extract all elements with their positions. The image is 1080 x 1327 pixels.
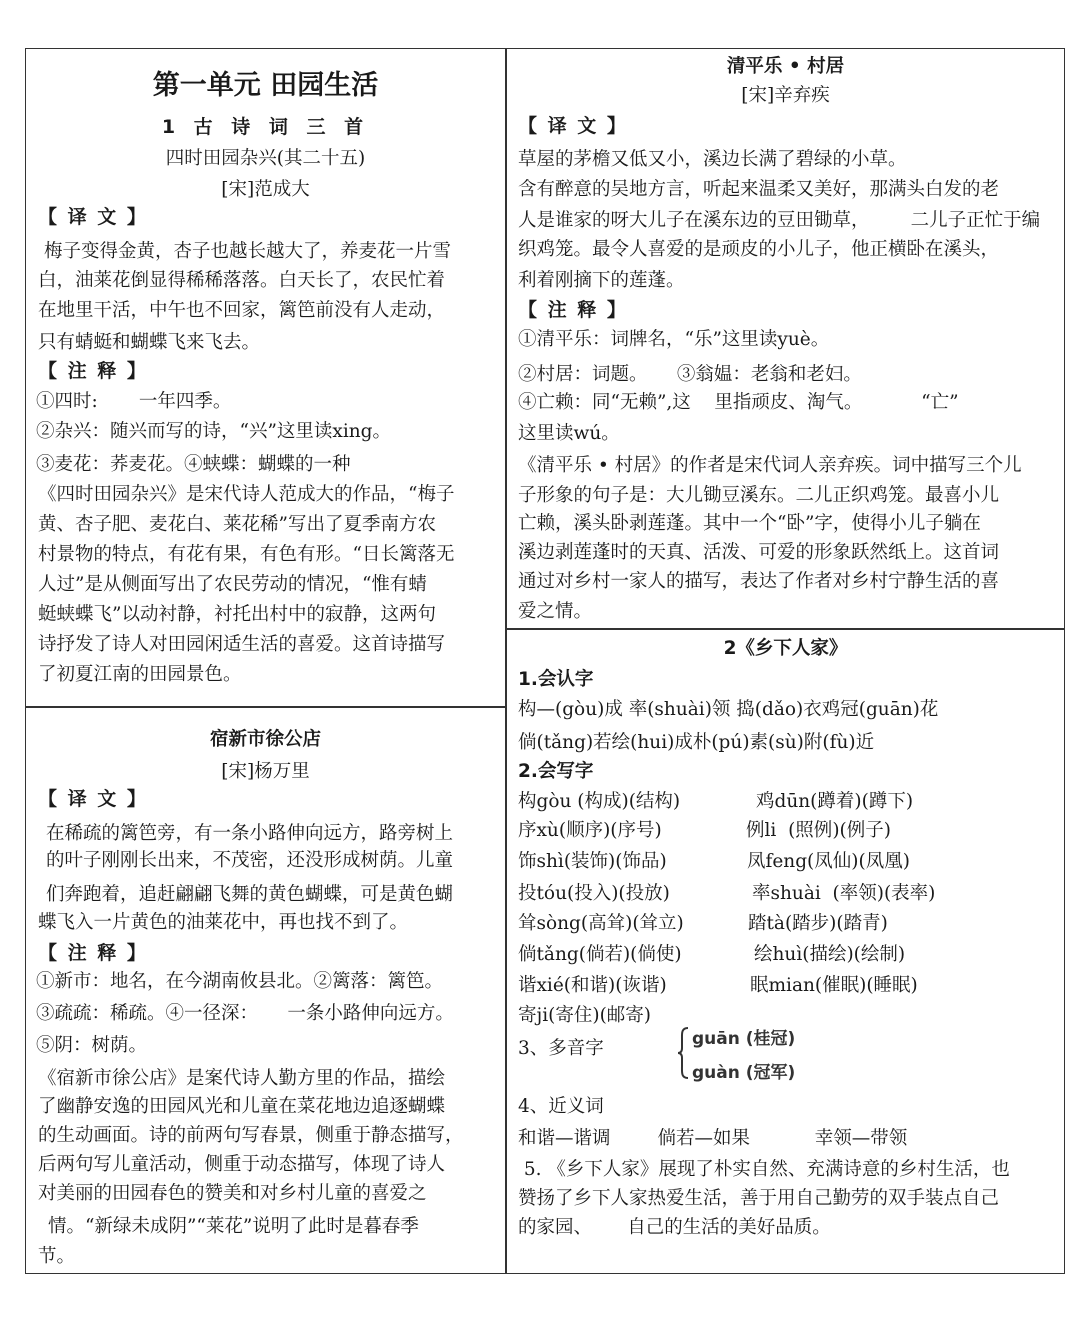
- section-title: 1.会认字: [518, 669, 594, 690]
- text-line: 梅子变得金黄，杏子也越长越大了，养麦花一片雪: [44, 241, 452, 262]
- word-entry: 序xù(顺序)(序号): [518, 820, 662, 841]
- text-line: 草屋的茅檐又低又小，溪边长满了碧绿的小草。: [518, 149, 907, 170]
- text-line: 利着刚摘下的莲蓬。: [518, 270, 685, 291]
- text-line: 后两句写儿童活动，侧重于动态描写，体现了诗人: [38, 1154, 446, 1175]
- text-line: 蜓蛱蝶飞”以动衬静，衬托出村中的寂静，这两句: [38, 604, 436, 625]
- text-line: 构—(gòu)成 率(shuài)领 捣(dǎo)衣鸡冠(guān)花: [518, 699, 939, 720]
- word-entry: 绘huì(描绘)(绘制): [754, 944, 906, 965]
- word-entry: 踏tà(踏步)(踏青): [748, 913, 888, 934]
- text-line: 《四时田园杂兴》是宋代诗人范成大的作品，“梅子: [38, 484, 455, 505]
- text-line: 的生动画面。诗的前两句写春景，侧重于静态描写，: [38, 1125, 464, 1146]
- page-frame: [25, 48, 1065, 1274]
- poem-title: 宿新市徐公店: [209, 729, 321, 750]
- text-line: 白，油莱花倒显得稀稀落落。白天长了，农民忙着: [38, 270, 446, 291]
- note-line: ⑤阴：树荫。: [36, 1035, 148, 1056]
- note-line: ②村居：词题。 ③翁媪：老翁和老妇。: [518, 364, 862, 385]
- left-section-divider: [25, 706, 506, 708]
- yiwen-tag: 【 译 文 】: [38, 788, 148, 810]
- note-line: 这里读wú。: [518, 423, 620, 444]
- word-entry: 谐xié(和谐)(诙谐): [518, 975, 667, 996]
- word-entry: 寄ji(寄住)(邮寄): [518, 1005, 652, 1026]
- text-line: 了幽静安逸的田园风光和儿童在菜花地边追逐蝴蝶: [38, 1096, 446, 1117]
- text-line: 的家园、 自己的生活的美好品质。: [518, 1217, 831, 1238]
- note-line: ②杂兴：随兴而写的诗，“兴”这里读xing。: [36, 421, 392, 442]
- note-line: ③麦花：荞麦花。④蛱蝶：蝴蝶的一种: [36, 454, 351, 475]
- word-entry: 眠mian(催眠)(睡眠): [750, 975, 918, 996]
- handwritten-reading: guàn (冠军): [692, 1063, 796, 1083]
- note-line: ④亡赖：同“无赖”,这 里指顽皮、淘气。 “亡”: [518, 392, 959, 413]
- poem-title: 清平乐 • 村居: [726, 56, 845, 77]
- text-line: 通过对乡村一家人的描写，表达了作者对乡村宁静生活的喜: [518, 571, 1000, 592]
- text-line: 对美丽的田园春色的赞美和对乡村儿童的喜爱之: [38, 1183, 427, 1204]
- text-line: 们奔跑着，追赶翩翩飞舞的黄色蝴蝶，可是黄色蝴: [46, 884, 454, 905]
- text-line: 亡赖，溪头卧剥莲蓬。其中一个“卧”字，使得小儿子躺在: [518, 513, 981, 534]
- text-line: 诗抒发了诗人对田园闲适生活的喜爱。这首诗描写: [38, 634, 446, 655]
- text-line: 人是谁家的呀大儿子在溪东边的豆田锄草， 二儿子正忙于编: [518, 210, 1041, 231]
- word-entry: 倘tǎng(倘若)(倘使): [518, 944, 682, 965]
- text-line: 节。: [38, 1246, 76, 1267]
- word-entry: 投tóu(投入)(投放): [518, 883, 670, 904]
- poem-author: [宋]范成大: [221, 179, 310, 200]
- poem-author: [宋]杨万里: [221, 761, 310, 782]
- text-line: 了初夏江南的田园景色。: [38, 664, 242, 685]
- right-section-divider: [506, 628, 1065, 630]
- section-title: 3、多音字: [518, 1038, 604, 1059]
- poem-author: [宋]辛弃疾: [741, 85, 830, 106]
- text-line: 蝶飞入一片黄色的油莱花中，再也找不到了。: [38, 912, 409, 933]
- text-line: 情。“新绿未成阴”“莱花”说明了此时是暮春季: [48, 1216, 419, 1237]
- lesson-title: 2《乡下人家》: [723, 638, 848, 659]
- text-line: 黄、杏子肥、麦花白、莱花稀”写出了夏季南方农: [38, 514, 436, 535]
- text-line: 《清平乐 • 村居》的作者是宋代词人亲弃疾。词中描写三个儿: [518, 455, 1022, 476]
- text-line: 倘(tǎng)若绘(hui)成朴(pú)素(sù)附(fù)近: [518, 732, 875, 753]
- yiwen-tag: 【 译 文 】: [38, 206, 148, 228]
- text-line: 村景物的特点，有花有果，有色有形。“日长篱落无: [38, 544, 455, 565]
- column-divider: [505, 48, 507, 1274]
- text-line: 织鸡笼。最令人喜爱的是顽皮的小儿子，他正横卧在溪头，: [518, 239, 1000, 260]
- yiwen-tag: 【 译 文 】: [518, 115, 628, 137]
- zhushi-tag: 【 注 释 】: [518, 299, 628, 321]
- unit-title: 第一单元 田园生活: [152, 70, 379, 101]
- text-line: 子形象的句子是：大儿锄豆溪东。二儿正织鸡笼。最喜小儿: [518, 485, 1000, 506]
- text-line: 含有醉意的吴地方言，听起来温柔又美好，那满头白发的老: [518, 179, 1000, 200]
- word-entry: 例li (照例)(例子): [746, 820, 891, 841]
- word-entry: 凤feng(凤仙)(凤凰): [747, 851, 910, 872]
- text-line: 的叶子刚刚长出来，不茂密，还没形成树荫。儿童: [46, 850, 454, 871]
- section-title: 4、近义词: [518, 1096, 604, 1117]
- word-entry: 构gòu (构成)(结构): [518, 791, 681, 812]
- word-entry: 饰shì(装饰)(饰品): [518, 851, 667, 872]
- brace-icon: [676, 1026, 690, 1080]
- text-line: 溪边剥莲蓬时的天真、活泼、可爱的形象跃然纸上。这首词: [518, 542, 1000, 563]
- section-title: 2.会写字: [518, 761, 594, 782]
- text-line: 赞扬了乡下人家热爱生活，善于用自己勤劳的双手装点自己: [518, 1188, 1000, 1209]
- word-entry: 耸sòng(高耸)(耸立): [518, 913, 684, 934]
- zhushi-tag: 【 注 释 】: [38, 360, 148, 382]
- text-line: 和谐—谐调 倘若—如果 幸领—带领: [518, 1128, 908, 1149]
- word-entry: 鸡dūn(蹲着)(蹲下): [756, 791, 914, 812]
- handwritten-reading: guān (桂冠): [692, 1029, 796, 1049]
- text-line: 爱之情。: [518, 601, 593, 622]
- note-line: ①清平乐：词牌名，“乐”这里读yuè。: [518, 329, 830, 350]
- word-entry: 率shuài (率领)(表率): [752, 883, 936, 904]
- lesson-title: 1 古 诗 词 三 首: [161, 116, 370, 138]
- text-line: 只有蜻蜓和蝴蝶飞来飞去。: [38, 332, 261, 353]
- text-line: 在地里干活，中午也不回家，篱笆前没有人走动，: [38, 300, 446, 321]
- zhushi-tag: 【 注 释 】: [38, 942, 148, 964]
- text-line: 5. 《乡下人家》展现了朴实自然、充满诗意的乡村生活，也: [518, 1159, 1010, 1180]
- note-line: ①四时: 一年四季。: [36, 391, 232, 412]
- poem-title: 四时田园杂兴(其二十五): [165, 148, 366, 169]
- text-line: 人过”是从侧面写出了农民劳动的情况，“惟有蜻: [38, 574, 427, 595]
- note-line: ③疏疏：稀疏。④一径深： 一条小路伸向远方。: [36, 1003, 454, 1024]
- note-line: ①新市：地名，在今湖南攸县北。②篱落：篱笆。: [36, 971, 444, 992]
- text-line: 在稀疏的篱笆旁，有一条小路伸向远方，路旁树上: [46, 823, 454, 844]
- text-line: 《宿新市徐公店》是案代诗人勤方里的作品，描绘: [38, 1068, 446, 1089]
